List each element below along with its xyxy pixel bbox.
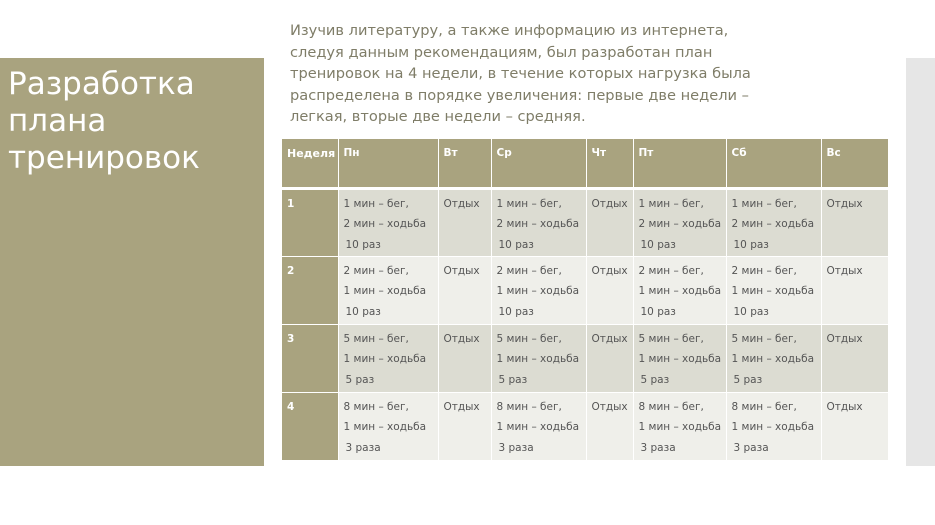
table-header-row bbox=[282, 139, 888, 188]
cell-line: Отдых bbox=[591, 332, 628, 345]
table-body bbox=[282, 188, 888, 460]
header-sat: Сб bbox=[726, 139, 821, 188]
cell-line: 1 мин – ходьба bbox=[638, 285, 722, 297]
cell-line: 1 мин – ходьба bbox=[731, 285, 815, 297]
training-plan-table bbox=[282, 139, 889, 461]
cell-line: 10 раз bbox=[345, 238, 381, 251]
cell-line: 2 мин – ходьба bbox=[496, 218, 580, 230]
cell-line: Отдых bbox=[591, 264, 628, 277]
cell-line: 2 мин – ходьба bbox=[638, 218, 722, 230]
cell-sun bbox=[821, 392, 888, 460]
cell-wed bbox=[491, 392, 586, 460]
week-number-cell: 3 bbox=[282, 324, 338, 392]
cell-line: 8 мин – бег, bbox=[343, 400, 409, 413]
header-fri: Пт bbox=[633, 139, 726, 188]
cell-line: Отдых bbox=[443, 197, 480, 210]
cell-thu bbox=[586, 188, 633, 256]
cell-line: 1 мин – бег, bbox=[496, 197, 562, 210]
cell-sat bbox=[726, 392, 821, 460]
week-number-cell: 4 bbox=[282, 392, 338, 460]
cell-line: 1 мин – ходьба bbox=[638, 353, 722, 365]
cell-sun bbox=[821, 256, 888, 324]
cell-line: Отдых bbox=[826, 197, 863, 210]
cell-line: 5 мин – бег, bbox=[638, 332, 704, 345]
week-number-cell: 2 bbox=[282, 256, 338, 324]
cell-line: 1 мин – ходьба bbox=[343, 353, 427, 365]
cell-line: 5 раз bbox=[345, 373, 375, 386]
cell-line: 2 мин – бег, bbox=[496, 264, 562, 277]
cell-line: 8 мин – бег, bbox=[496, 400, 562, 413]
cell-line: 5 мин – бег, bbox=[731, 332, 797, 345]
table-row bbox=[282, 392, 888, 460]
cell-line: 3 раза bbox=[640, 441, 676, 454]
cell-thu bbox=[586, 392, 633, 460]
cell-line: 1 мин – ходьба bbox=[496, 421, 580, 433]
header-sun: Вс bbox=[821, 139, 888, 188]
cell-wed bbox=[491, 256, 586, 324]
table-row bbox=[282, 324, 888, 392]
cell-sat bbox=[726, 188, 821, 256]
cell-line: 5 раз bbox=[498, 373, 528, 386]
cell-tue bbox=[438, 392, 491, 460]
cell-fri bbox=[633, 188, 726, 256]
cell-fri bbox=[633, 392, 726, 460]
cell-line: 2 мин – ходьба bbox=[343, 218, 427, 230]
slide-title-line: Разработка bbox=[8, 66, 195, 102]
cell-line: 8 мин – бег, bbox=[638, 400, 704, 413]
cell-line: 2 мин – бег, bbox=[343, 264, 409, 277]
cell-line: Отдых bbox=[443, 332, 480, 345]
title-panel bbox=[0, 58, 264, 466]
cell-line: 3 раза bbox=[498, 441, 534, 454]
cell-sat bbox=[726, 324, 821, 392]
slide-title-line: плана bbox=[8, 103, 107, 139]
cell-line: 2 мин – бег, bbox=[638, 264, 704, 277]
cell-thu bbox=[586, 256, 633, 324]
cell-line: Отдых bbox=[591, 197, 628, 210]
cell-line: 1 мин – ходьба bbox=[638, 421, 722, 433]
cell-line: Отдых bbox=[443, 264, 480, 277]
cell-mon bbox=[338, 392, 438, 460]
header-thu: Чт bbox=[586, 139, 633, 188]
cell-line: 10 раз bbox=[640, 305, 676, 318]
cell-line: 1 мин – бег, bbox=[343, 197, 409, 210]
cell-wed bbox=[491, 324, 586, 392]
cell-line: 1 мин – бег, bbox=[731, 197, 797, 210]
header-mon: Пн bbox=[338, 139, 438, 188]
cell-line: 10 раз bbox=[640, 238, 676, 251]
cell-line: 5 раз bbox=[640, 373, 670, 386]
cell-line: Отдых bbox=[826, 400, 863, 413]
right-decor-strip bbox=[906, 58, 935, 466]
table-row bbox=[282, 256, 888, 324]
cell-wed bbox=[491, 188, 586, 256]
header-tue: Вт bbox=[438, 139, 491, 188]
cell-fri bbox=[633, 256, 726, 324]
cell-line: 5 мин – бег, bbox=[496, 332, 562, 345]
cell-line: 8 мин – бег, bbox=[731, 400, 797, 413]
cell-fri bbox=[633, 324, 726, 392]
cell-sun bbox=[821, 324, 888, 392]
cell-line: 2 мин – ходьба bbox=[731, 218, 815, 230]
cell-line: Отдых bbox=[826, 264, 863, 277]
cell-line: 3 раза bbox=[733, 441, 769, 454]
cell-mon bbox=[338, 256, 438, 324]
cell-line: 10 раз bbox=[733, 238, 769, 251]
intro-paragraph: Изучив литературу, а также информацию из интернета, следуя данным рекомендациям, был разработан план тренировок на 4 недели, в течение которых нагрузка была распределена в порядке увеличения: первые две недели – легкая, вторые две недели – средняя. bbox=[290, 22, 751, 126]
cell-line: 5 раз bbox=[733, 373, 763, 386]
cell-line: Отдых bbox=[826, 332, 863, 345]
cell-tue bbox=[438, 188, 491, 256]
cell-line: 1 мин – ходьба bbox=[343, 421, 427, 433]
cell-line: 10 раз bbox=[733, 305, 769, 318]
cell-line: 10 раз bbox=[498, 305, 534, 318]
cell-line: 1 мин – ходьба bbox=[496, 353, 580, 365]
cell-tue bbox=[438, 324, 491, 392]
cell-line: Отдых bbox=[443, 400, 480, 413]
cell-line: 10 раз bbox=[345, 305, 381, 318]
cell-mon bbox=[338, 324, 438, 392]
cell-sun bbox=[821, 188, 888, 256]
cell-line: 1 мин – бег, bbox=[638, 197, 704, 210]
cell-line: 10 раз bbox=[498, 238, 534, 251]
cell-tue bbox=[438, 256, 491, 324]
table-row bbox=[282, 188, 888, 256]
cell-line: 5 мин – бег, bbox=[343, 332, 409, 345]
cell-line: Отдых bbox=[591, 400, 628, 413]
cell-line: 2 мин – бег, bbox=[731, 264, 797, 277]
cell-line: 1 мин – ходьба bbox=[496, 285, 580, 297]
cell-line: 3 раза bbox=[345, 441, 381, 454]
slide-title bbox=[8, 66, 258, 177]
cell-line: 1 мин – ходьба bbox=[343, 285, 427, 297]
cell-thu bbox=[586, 324, 633, 392]
cell-line: 1 мин – ходьба bbox=[731, 353, 815, 365]
header-wed: Ср bbox=[491, 139, 586, 188]
cell-sat bbox=[726, 256, 821, 324]
cell-line: 1 мин – ходьба bbox=[731, 421, 815, 433]
cell-mon bbox=[338, 188, 438, 256]
slide-title-line: тренировок bbox=[8, 140, 200, 176]
week-number-cell: 1 bbox=[282, 188, 338, 256]
header-week: Неделя bbox=[282, 139, 338, 188]
